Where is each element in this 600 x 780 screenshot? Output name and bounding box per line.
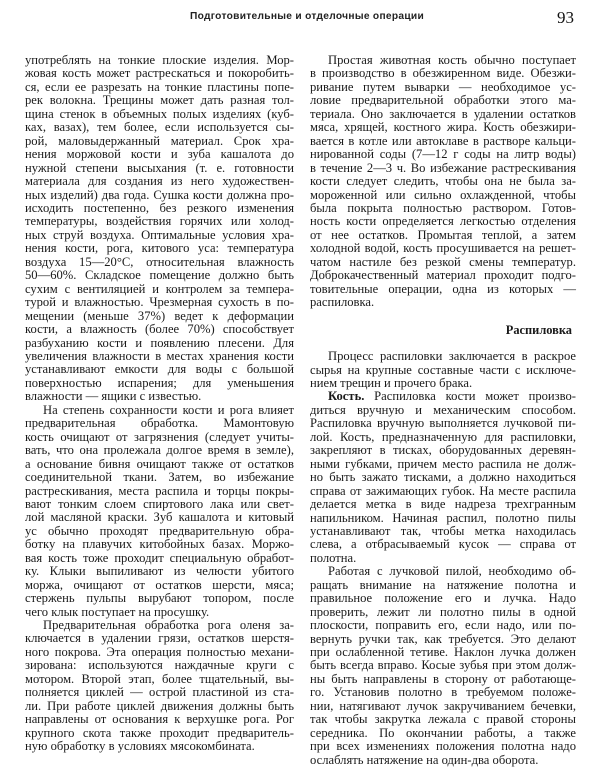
text-line: в течение 2—3 ч. Во избежание растрескивания — [310, 160, 576, 175]
text-line: ключается в удалении грязи, остатков шерстя- — [25, 631, 294, 646]
text-line: товительные операции, одна из которых — — [310, 281, 576, 296]
text-line: вается в котле или автоклаве в растворе кальци- — [310, 133, 576, 148]
text-line: делается метка в виде надреза трехгранным — [310, 497, 576, 512]
text-line: при всех изменениях положения полотна надо — [310, 739, 576, 754]
text-line: напильником. Начиная распил, полотно пилы — [310, 510, 576, 525]
text-line: в производство в обезжиренном виде. Обезжи- — [310, 66, 576, 81]
paragraph — [310, 390, 576, 565]
lead-term: Кость. — [328, 389, 375, 404]
text-line: употреблять на тонкие плоские изделия. Мор- — [25, 53, 294, 67]
text-line: нии, натягивают лучок закручиванием бечевки, — [310, 698, 576, 713]
text-line: была покрыта полностью раствором. Готов- — [310, 200, 576, 215]
text-line: ную обработку в условиях мясокомбината. — [25, 739, 255, 754]
text-line: материала для создания из него художествен- — [25, 174, 294, 189]
text-line: кость очищают от загрязнения (следует учиты- — [25, 429, 294, 444]
text-line: устанавливают емкости для воды с большой — [25, 362, 294, 377]
text-line: справа от зажимающих губок. На месте распила — [310, 483, 576, 498]
text-line: рек волокна. Трещины может дать разная тол- — [25, 93, 294, 108]
text-line: направлены от основания к верхушке рога. Рог — [25, 712, 294, 727]
text-line: стержень пульпы вырубают топором, после — [25, 591, 294, 606]
right-column-section-body — [310, 350, 576, 767]
text-line: ными губками, причем место распила не долж- — [310, 456, 576, 471]
text-line: кости, а влажность (более 70%) способствует — [25, 322, 294, 337]
paragraph — [25, 619, 294, 754]
text-line: но быть зажато тисками, а должно находиться — [310, 470, 576, 485]
page-number: 93 — [557, 8, 574, 27]
text-line: середника. По окончании работы, а также — [310, 725, 576, 740]
text-line: температуры, воздействия горячих или холод- — [25, 214, 294, 229]
text-line: лой масляной краски. Зуб кашалота и китовый — [25, 510, 294, 525]
text-line: вернуть ручки так, как требуется. Это делают — [310, 631, 576, 646]
text-line: 50—60%. Складское помещение должно быть — [25, 268, 294, 283]
text-line: мещении (меньше 37%) ведет к деформации — [25, 308, 294, 323]
text-line: соединительной ткани. Затем, во избежание — [25, 470, 294, 485]
text-line: нированной соды (7—12 г соды на литр воды) — [310, 147, 576, 162]
text-line: ку. Клыки выпиливают из челюсти убитого — [25, 564, 294, 579]
text-line: а основание бивня очищают также от остатков — [25, 456, 294, 471]
text-line: мотором. Второй этап, более тщательный, вы- — [25, 671, 294, 686]
text-line: диться вручную и механическим способом. — [310, 402, 576, 417]
text-line: го. Установив полотно в требуемом положе- — [310, 685, 576, 700]
paragraph — [25, 54, 294, 404]
text-line: поверхностью испарения; для уменьшения — [25, 375, 294, 390]
text-line: ли. При работе циклей движения должны быть — [25, 698, 294, 713]
text-line: Распиловка вручную выполняется лучковой пи- — [310, 416, 576, 431]
text-line: зирована: используются наждачные круги с — [25, 658, 294, 673]
section-heading: Распиловка — [505, 322, 572, 337]
text-line: Предварительная обработка рога оленя за- — [43, 618, 294, 633]
text-line: сухим с вентиляцией и контролем за темпера- — [25, 281, 294, 296]
paragraph — [310, 565, 576, 767]
text-line: ся, если ее разрезать на тонкие пластины попе- — [25, 79, 294, 94]
right-column — [310, 54, 576, 767]
text-line: ращать внимание на натяжение полотна и — [310, 577, 576, 592]
text-line: нием трещин и прочего брака. — [310, 375, 473, 390]
text-line: крупного скота также проходит предваритель- — [25, 725, 294, 740]
text-line: ослаблять натяжение на один-два оборота. — [310, 752, 539, 767]
text-line: лой. Кость, предназначенную для распиловки, — [310, 429, 576, 444]
text-line: влажности — ящики с известью. — [25, 389, 202, 404]
text-line: чатом настиле без резкой смены температур. — [310, 254, 576, 269]
text-line: так чтобы закрутка лежала с правой стороны — [310, 712, 576, 727]
left-column — [25, 54, 294, 754]
text-line: ловие предварительной обработки этого ма- — [310, 93, 576, 108]
text-line: вая кость тоже проходит специальную обработ- — [25, 550, 294, 565]
text-line: закрепляют в тисках, оборудованных деревян- — [310, 443, 576, 458]
text-line: плоскости, поправить его, если надо, или по- — [310, 618, 576, 633]
text-line: увеличения влажности в местах хранения кости — [25, 348, 294, 363]
text-line: воздуха 15—20°С, относительная влажность — [25, 254, 294, 269]
text-line: ны быть направлены в сторону от работающе- — [310, 671, 576, 686]
text-line: полотна. — [310, 550, 357, 565]
text-line: моржа, очищают от остатков шерсти, мяса; — [25, 577, 294, 592]
paragraph — [25, 404, 294, 619]
text-line: жовая кость может растрескаться и покоробить- — [25, 66, 294, 81]
text-line: Работая с лучковой пилой, необходимо об- — [328, 564, 576, 579]
text-line: холодной водой, кость просушивается на решет- — [310, 241, 576, 256]
text-line: правильное положение его и лучка. Надо — [310, 591, 576, 606]
text-line: от нее остатков. Промытая теплой, а затем — [310, 227, 576, 242]
text-line: мороженной или сильно охлажденной, чтобы — [310, 187, 576, 202]
text-line: Простая животная кость обычно поступает — [328, 53, 576, 67]
text-line: нения кости, рога, китового уса: температура — [25, 241, 294, 256]
text-line: распиловка. — [310, 295, 375, 310]
text-line: слева, а отбрасываемый кусок — справа от — [310, 537, 576, 552]
text-line: териала. Оно заключается в удалении остатков — [310, 106, 576, 121]
text-line: при ослабленной тетиве. Наклон лучка должен — [310, 645, 576, 660]
text-line: ных изделий) два года. Сушка кости должна про- — [25, 187, 294, 202]
text-line: быть всегда вправо. Косые зубья при этом долж- — [310, 658, 576, 673]
text-line: кости следует следить, чтобы она не была за- — [310, 174, 576, 189]
text-line: ус обычно проходят предварительную обра- — [25, 523, 294, 538]
text-line: нужной степени высыхания (т. е. готовности — [25, 160, 294, 175]
text-line: предварительная обработка. Мамонтовую — [25, 416, 294, 431]
text-line: мяса, хрящей, костного жира. Кость обезжири- — [310, 120, 576, 135]
text-line: нения моржовой кости и зуба кашалота до — [25, 147, 294, 162]
text-line: вать, что она пролежала долгое время в земле), — [25, 443, 294, 458]
text-line: На степень сохранности кости и рога влияет — [43, 402, 294, 417]
text-line: ривание путем выварки — необходимое ус- — [310, 79, 576, 94]
text-line: Кость. Распиловка кости может произво- — [328, 389, 576, 404]
text-line: растрескивания, места распила и торцы покры- — [25, 483, 294, 498]
text-line: полняется циклей — острой пластиной из ста- — [25, 685, 294, 700]
text-line: Доброкачественный материал проходит подго- — [310, 268, 576, 283]
text-line: турой и влажностью. Чрезмерная сухость в по- — [25, 295, 294, 310]
right-column-intro — [310, 54, 576, 310]
text-line: щина стенок в объемных полых изделиях (куб- — [25, 106, 294, 121]
text-line: проверить, лежит ли полотно пилы в одной — [310, 604, 576, 619]
text-line: разбуханию кости и появлению плесени. Для — [25, 335, 294, 350]
text-line: устанавливают так, чтобы метка находилась — [310, 523, 576, 538]
text-line: ных струй воздуха. Оптимальные условия хра- — [25, 227, 294, 242]
text-line: ботку на плавучих китобойных базах. Моржо- — [25, 537, 294, 552]
text-line: рой, маловыдержанный материал. Срок хра- — [25, 133, 294, 148]
text-line: сырья на крупные составные части с исключе- — [310, 362, 576, 377]
paragraph — [310, 54, 576, 310]
text-line: ках, вазах), тем более, если используется сы- — [25, 120, 294, 135]
text-line: чего клык поступает на просушку. — [25, 604, 210, 619]
paragraph — [310, 350, 576, 390]
text-line: Процесс распиловки заключается в раскрое — [328, 349, 576, 364]
text-line: ного покрова. Эта операция полностью механи- — [25, 644, 294, 659]
text-line: ность кости определяется легкостью отделения — [310, 214, 576, 229]
running-title: Подготовительные и отделочные операции — [190, 11, 425, 22]
text-line: исходить постепенно, без резкого изменения — [25, 200, 294, 215]
text-line: вают тонким слоем спиртового лака или свет- — [25, 496, 294, 511]
